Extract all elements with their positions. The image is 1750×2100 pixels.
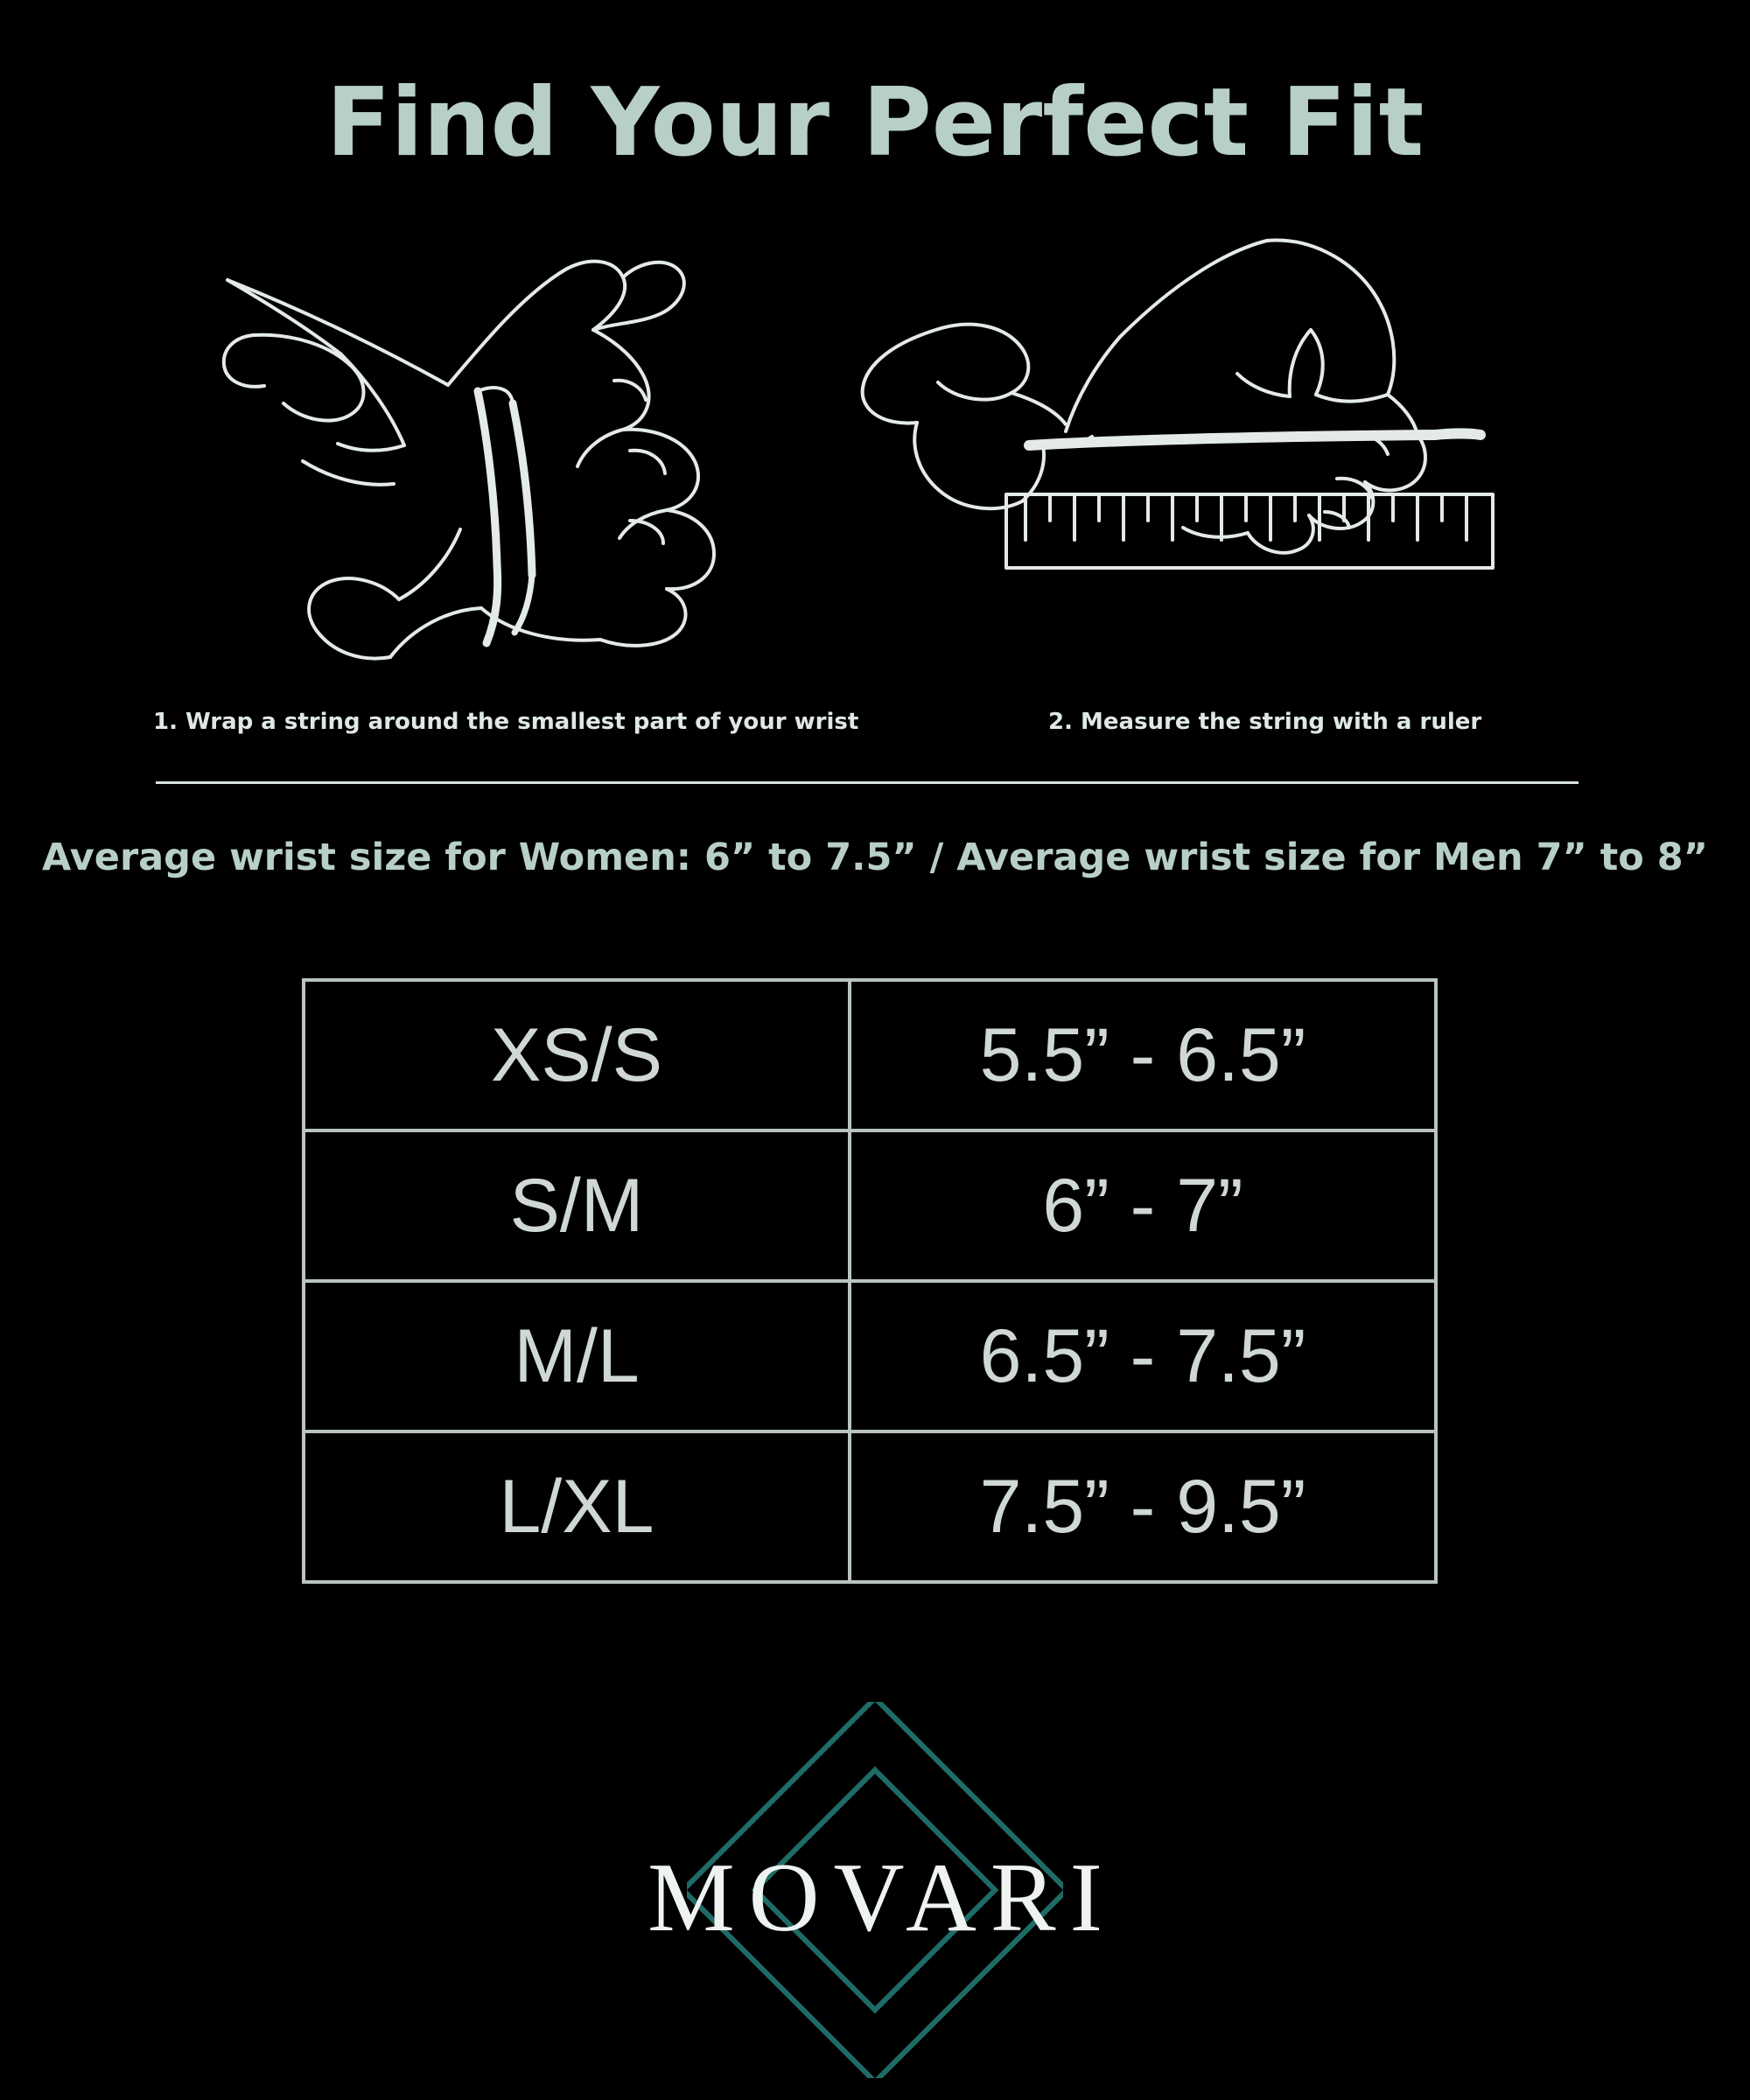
table-row	[304, 1130, 1436, 1281]
brand-name: MOVARI	[648, 1844, 1116, 1952]
size-range: 7.5” - 9.5”	[850, 1432, 1436, 1582]
size-range: 6” - 7”	[850, 1130, 1436, 1281]
step-1-label: 1. Wrap a string around the smallest part of your wrist	[153, 709, 859, 735]
size-chart-table	[302, 978, 1438, 1584]
page-title: Find Your Perfect Fit	[326, 68, 1424, 178]
step-captions	[0, 709, 1750, 752]
average-wrist-note: Average wrist size for Women: 6” to 7.5” / Average wrist size for Men 7” to 8”	[42, 836, 1708, 879]
brand-logo	[0, 1702, 1750, 2078]
size-label: S/M	[304, 1130, 850, 1281]
size-label: L/XL	[304, 1432, 850, 1582]
size-label: M/L	[304, 1281, 850, 1432]
hand-with-string-icon	[219, 232, 779, 669]
size-range: 6.5” - 7.5”	[850, 1281, 1436, 1432]
table-row	[304, 1432, 1436, 1582]
step-2-label: 2. Measure the string with a ruler	[1048, 709, 1482, 735]
table-row	[304, 1281, 1436, 1432]
table-row	[304, 980, 1436, 1130]
horizontal-divider	[156, 781, 1578, 784]
size-range: 5.5” - 6.5”	[850, 980, 1436, 1130]
size-label: XS/S	[304, 980, 850, 1130]
illustration-row	[0, 232, 1750, 678]
hand-with-ruler-icon	[858, 232, 1522, 669]
